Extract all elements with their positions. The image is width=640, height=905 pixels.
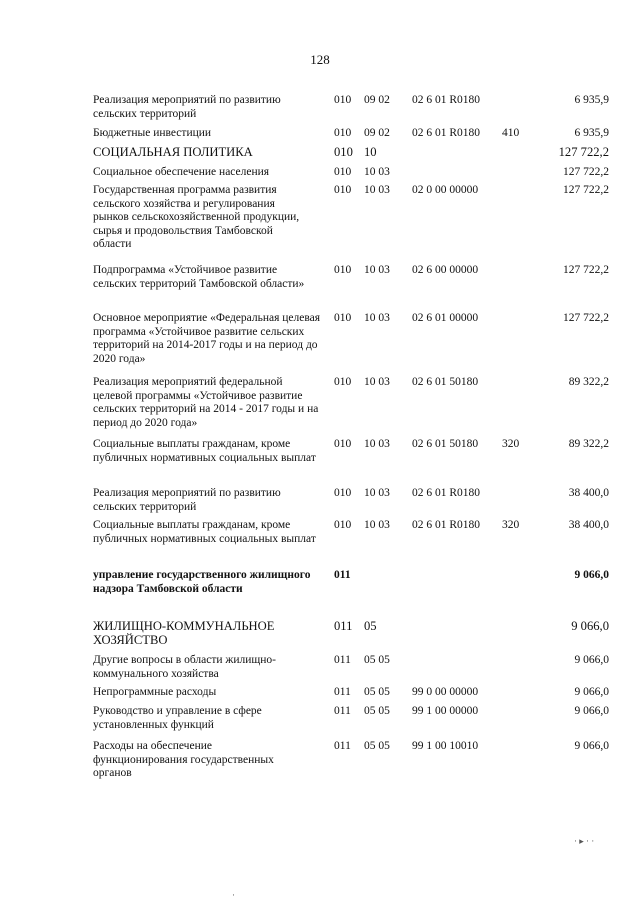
row-program: 02 6 01 R0180 [412, 127, 481, 139]
row-vr: 320 [502, 519, 520, 531]
row-sum: 127 722,2 [563, 312, 609, 324]
row-section: 05 05 [364, 705, 390, 717]
scan-speck: · ▸ · · [574, 836, 595, 846]
row-sum: 9 066,0 [574, 740, 609, 752]
row-ved: 010 [334, 519, 352, 531]
row-name: Расходы на обеспечение функционирования государственных органов [93, 740, 274, 779]
row-program: 02 6 00 00000 [412, 264, 479, 276]
row-section: 10 [364, 145, 377, 159]
row-ved: 010 [334, 127, 352, 139]
row-section: 10 03 [364, 376, 390, 388]
row-sum: 127 722,2 [563, 166, 609, 178]
row-program: 99 1 00 00000 [412, 705, 479, 717]
row-sum: 38 400,0 [568, 487, 609, 499]
row-ved: 011 [334, 569, 351, 581]
row-sum: 38 400,0 [568, 519, 609, 531]
row-name: Подпрограмма «Устойчивое развитие сельских территорий Тамбовской области» [93, 264, 305, 290]
row-sum: 127 722,2 [563, 264, 609, 276]
row-ved: 010 [334, 166, 352, 178]
row-program: 02 6 01 50180 [412, 438, 479, 450]
row-ved: 010 [334, 376, 352, 388]
row-ved: 011 [334, 654, 351, 666]
row-ved: 011 [334, 705, 351, 717]
row-program: 02 6 01 50180 [412, 376, 479, 388]
row-name: Государственная программа развития сельского хозяйства и регулирования рынков сельскохозяйственной продукции, сырья и продовольствия Тамбовской области [93, 184, 300, 250]
row-name: Бюджетные инвестиции [93, 127, 212, 139]
row-sum: 9 066,0 [574, 686, 609, 698]
row-name: Социальные выплаты гражданам, кроме публичных нормативных социальных выплат [93, 519, 316, 545]
row-ved: 011 [334, 740, 351, 752]
row-name: Основное мероприятие «Федеральная целевая программа «Устойчивое развитие сельских территорий на 2014-2017 годы и на период до 2020 года» [93, 312, 321, 365]
row-program: 02 0 00 00000 [412, 184, 479, 196]
row-section: 10 03 [364, 184, 390, 196]
row-sum: 9 066,0 [574, 654, 609, 666]
row-ved: 010 [334, 264, 352, 276]
row-section: 09 02 [364, 127, 390, 139]
scan-speck: · [232, 890, 235, 900]
row-section: 10 03 [364, 438, 390, 450]
row-ved: 010 [334, 94, 352, 106]
row-name: Социальное обеспечение населения [93, 166, 270, 178]
row-section: 10 03 [364, 264, 390, 276]
row-section: 05 [364, 619, 377, 633]
row-name: Реализация мероприятий федеральной целевой программы «Устойчивое развитие сельских территорий на 2014 - 2017 годы и на период до 2020 года» [93, 376, 319, 429]
row-sum: 9 066,0 [574, 569, 609, 581]
row-vr: 410 [502, 127, 520, 139]
row-program: 99 1 00 10010 [412, 740, 479, 752]
row-section: 10 03 [364, 487, 390, 499]
row-program: 02 6 01 R0180 [412, 519, 481, 531]
row-section: 05 05 [364, 740, 390, 752]
row-sum: 89 322,2 [568, 376, 609, 388]
row-name: Реализация мероприятий по развитию сельских территорий [93, 94, 281, 120]
row-sum: 9 066,0 [571, 619, 609, 633]
row-ved: 011 [334, 619, 353, 633]
row-ved: 010 [334, 184, 352, 196]
row-sum: 6 935,9 [574, 127, 609, 139]
row-sum: 6 935,9 [574, 94, 609, 106]
row-program: 02 6 01 R0180 [412, 94, 481, 106]
row-section: 10 03 [364, 519, 390, 531]
row-name: Другие вопросы в области жилищно-коммунального хозяйства [93, 654, 276, 680]
row-ved: 010 [334, 487, 352, 499]
row-ved: 010 [334, 438, 352, 450]
row-vr: 320 [502, 438, 520, 450]
row-name: Социальные выплаты гражданам, кроме публичных нормативных социальных выплат [93, 438, 316, 464]
row-sum: 127 722,2 [563, 184, 609, 196]
row-name: Руководство и управление в сфере установленных функций [93, 705, 262, 731]
row-section: 05 05 [364, 654, 390, 666]
row-name: ЖИЛИЩНО-КОММУНАЛЬНОЕ ХОЗЯЙСТВО [93, 619, 275, 647]
page-number: 128 [310, 52, 330, 67]
row-section: 05 05 [364, 686, 390, 698]
row-section: 09 02 [364, 94, 390, 106]
row-section: 10 03 [364, 312, 390, 324]
row-name: управление государственного жилищного надзора Тамбовской области [93, 569, 311, 595]
row-name: СОЦИАЛЬНАЯ ПОЛИТИКА [93, 145, 253, 159]
row-program: 02 6 01 R0180 [412, 487, 481, 499]
row-section: 10 03 [364, 166, 390, 178]
row-program: 02 6 01 00000 [412, 312, 479, 324]
row-sum: 9 066,0 [574, 705, 609, 717]
row-ved: 011 [334, 686, 351, 698]
row-sum: 89 322,2 [568, 438, 609, 450]
row-name: Непрограммные расходы [93, 686, 217, 698]
row-name: Реализация мероприятий по развитию сельских территорий [93, 487, 281, 513]
row-program: 99 0 00 00000 [412, 686, 479, 698]
row-ved: 010 [334, 312, 352, 324]
row-sum: 127 722,2 [558, 145, 609, 159]
row-ved: 010 [334, 145, 353, 159]
